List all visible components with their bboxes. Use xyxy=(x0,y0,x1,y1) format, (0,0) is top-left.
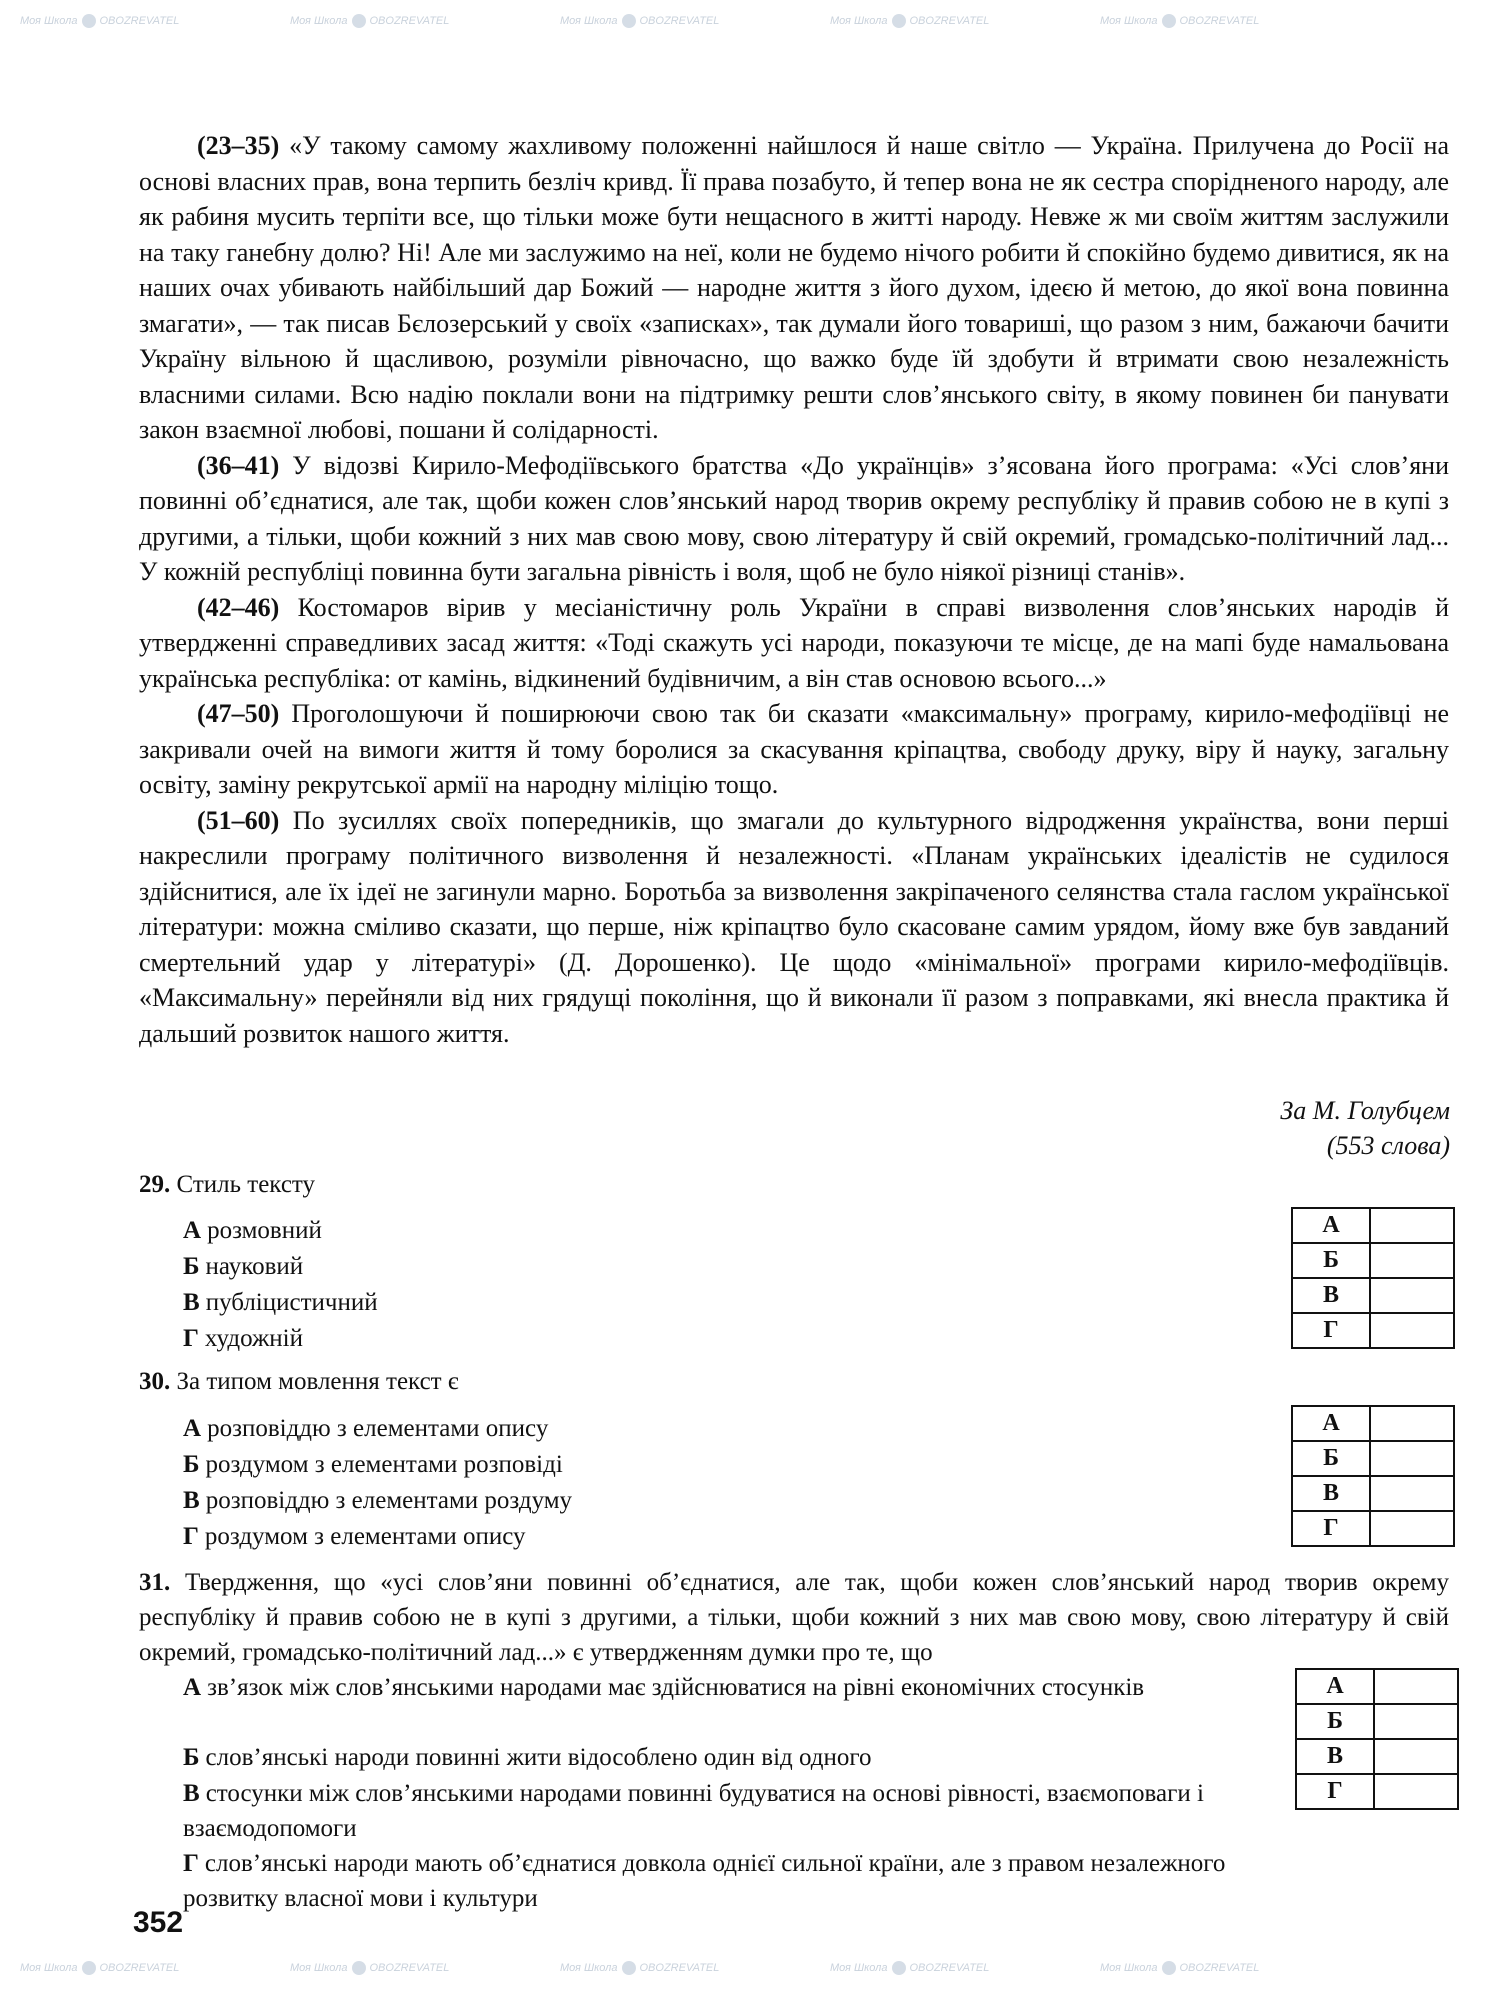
answer-grid-31: А Б В Г xyxy=(1295,1668,1459,1810)
watermark-logo-icon xyxy=(892,1961,906,1975)
option-b: Б роздумом з елементами розповіді xyxy=(183,1451,563,1478)
watermark-row xyxy=(0,1955,1494,1995)
reading-passage xyxy=(139,128,1449,1051)
watermark-logo-icon xyxy=(352,1961,366,1975)
option-c: В стосунки між слов’янськими народами повинні будуватися на основі рівності, взаємоповаги і взаємодопомоги xyxy=(183,1780,1204,1842)
passage-paragraph xyxy=(139,590,1449,697)
answer-box[interactable] xyxy=(1374,1739,1458,1774)
sentence-range: (51–60) xyxy=(197,805,280,835)
question-31: 31. Твердження, що «усі слов’яни повинні об’єднатися, але так, щоби кожен слов’янський народ творив окрему республіку й правив собою не в купі з другими, а тільки, щоби кожний з них мав свою мову, свою літературу й свій окремий, громадсько-політичний лад...» є утвердженням думки про те, що xyxy=(139,1569,1449,1666)
answer-box[interactable] xyxy=(1370,1511,1454,1546)
option-c: В розповіддю з елементами роздуму xyxy=(183,1487,573,1514)
watermark-row xyxy=(0,8,1494,48)
sentence-range: (42–46) xyxy=(197,592,280,622)
passage-paragraph xyxy=(139,128,1449,448)
sentence-range: (36–41) xyxy=(197,450,280,480)
source-author: За М. Голубцем xyxy=(1280,1096,1450,1125)
watermark: Моя Школа OBOZREVATEL xyxy=(20,1961,180,1974)
answer-grid-29: А Б В Г xyxy=(1291,1207,1455,1349)
watermark-logo-icon xyxy=(622,1961,636,1975)
source-attribution xyxy=(1280,1093,1450,1163)
watermark: Моя Школа OBOZREVATEL xyxy=(1100,14,1260,27)
answer-box[interactable] xyxy=(1370,1441,1454,1476)
answer-box[interactable] xyxy=(1374,1669,1458,1704)
watermark: Моя Школа OBOZREVATEL xyxy=(20,14,180,27)
option-a: А зв’язок між слов’янськими народами має здійснюватися на рівні економічних стосунків xyxy=(183,1674,1145,1701)
watermark-logo-icon xyxy=(82,14,96,28)
passage-paragraph xyxy=(139,448,1449,590)
answer-box[interactable] xyxy=(1370,1243,1454,1278)
passage-paragraph xyxy=(139,696,1449,803)
watermark: Моя Школа OBOZREVATEL xyxy=(290,1961,450,1974)
answer-box[interactable] xyxy=(1370,1406,1454,1441)
watermark-logo-icon xyxy=(352,14,366,28)
paragraph-text: Костомаров вірив у месіаністичну роль України в справі визволення слов’янських народів й утвердженні справедливих засад життя: «Тоді скажуть усі народи, показуючи те місце, де на мапі буде намальована українська республіка: от камінь, відкинений будівничим, а він став основою всього...» xyxy=(139,592,1449,693)
option-d: Г роздумом з елементами опису xyxy=(183,1523,526,1550)
watermark: Моя Школа OBOZREVATEL xyxy=(830,1961,990,1974)
option-b: Б науковий xyxy=(183,1253,304,1280)
watermark: Моя Школа OBOZREVATEL xyxy=(560,1961,720,1974)
sentence-range: (23–35) xyxy=(197,131,280,160)
sentence-range: (47–50) xyxy=(197,699,280,728)
option-b: Б слов’янські народи повинні жити відособлено один від одного xyxy=(183,1744,872,1771)
watermark-logo-icon xyxy=(622,14,636,28)
option-d: Г художній xyxy=(183,1325,303,1352)
watermark: Моя Школа OBOZREVATEL xyxy=(290,14,450,27)
answer-box[interactable] xyxy=(1370,1208,1454,1243)
answer-grid-30: А Б В Г xyxy=(1291,1405,1455,1547)
word-count: (553 слова) xyxy=(1326,1131,1450,1160)
question-29: 29. Стиль тексту xyxy=(139,1171,316,1198)
passage-paragraph xyxy=(139,803,1449,1052)
watermark-logo-icon xyxy=(892,14,906,28)
paragraph-text: По зусиллях своїх попередників, що змагали до культурного відродження українства, вони перші накреслили програму політичного визволення й незалежності. «Планам українських ідеалістів не судилося здійснитися, але їх ідеї не загинули марно. Боротьба за визволення закріпаченого селянства стала гаслом української літератури: можна сміливо сказати, що перше, ніж кріпацтво було скасоване самим урядом, йому вже був завданий смертельний удар у літературі» (Д. Дорошенко). Це щодо «мінімальної» програми кирило-мефодіївців. «Максимальну» перейняли від них грядущі покоління, що й виконали її разом з поправками, які внесла практика й дальший розвиток нашого життя. xyxy=(139,805,1449,1048)
page-number: 352 xyxy=(133,1906,184,1939)
watermark-logo-icon xyxy=(82,1961,96,1975)
question-30: 30. За типом мовлення текст є xyxy=(139,1368,459,1395)
answer-box[interactable] xyxy=(1374,1774,1458,1809)
watermark-logo-icon xyxy=(1162,14,1176,28)
watermark: Моя Школа OBOZREVATEL xyxy=(830,14,990,27)
answer-box[interactable] xyxy=(1374,1704,1458,1739)
watermark: Моя Школа OBOZREVATEL xyxy=(560,14,720,27)
option-a: А розмовний xyxy=(183,1217,322,1244)
answer-box[interactable] xyxy=(1370,1278,1454,1313)
option-d: Г слов’янські народи мають об’єднатися довкола однієї сильної країни, але з правом незалежного розвитку власної мови і культури xyxy=(183,1850,1226,1912)
paragraph-text: Проголошуючи й поширюючи свою так би сказати «максимальну» програму, кирило-мефодіївці не закривали очей на вимоги життя й тому боролися за скасування кріпацтва, свободу друку, віру й науку, загальну освіту, заміну рекрутської армії на народну міліцію тощо. xyxy=(139,699,1449,799)
option-a: А розповіддю з елементами опису xyxy=(183,1415,549,1442)
paragraph-text: «У такому самому жахливому положенні найшлося й наше світло — Україна. Прилучена до Росії на основі власних прав, вона терпить безліч кривд. Її права позабуто, й тепер вона не як сестра спорідненого народу, але як рабиня мусить терпіти все, що тільки може бути нещасного в житті народу. Невже ж ми своїм життям заслужили на таку ганебну долю? Ні! Але ми заслужимо на неї, коли не будемо нічого робити й спокійно будемо дивитися, як на наших очах убивають найбільший дар Божий — народне життя з його духом, ідеєю й метою, до якої вона повинна змагати», — так писав Бєлозерський у своїх «записках», так думали його товариші, що разом з ним, бажаючи бачити Україну вільною й щасливою, розуміли рівночасно, що важко буде їй здобути й втримати свою незалежність власними силами. Всю надію поклали вони на підтримку решти слов’янського світу, в якому повинен би панувати закон взаємної любові, пошани й солідарності. xyxy=(139,131,1449,444)
answer-box[interactable] xyxy=(1370,1313,1454,1348)
paragraph-text: У відозві Кирило-Мефодіївського братства «До українців» з’ясована його програма: «Усі слов’яни повинні об’єднатися, але так, щоби кожен слов’янський народ творив окрему республіку й правив собою не в купі з другими, а тільки, щоби кожний з них мав свою мову, свою літературу й свій окремий, громадсько-політичний лад... У кожній республіці повинна бути загальна рівність і воля, щоб не було ніякої різниці станів». xyxy=(139,450,1449,586)
watermark: Моя Школа OBOZREVATEL xyxy=(1100,1961,1260,1974)
answer-box[interactable] xyxy=(1370,1476,1454,1511)
option-c: В публіцистичний xyxy=(183,1289,378,1316)
watermark-logo-icon xyxy=(1162,1961,1176,1975)
